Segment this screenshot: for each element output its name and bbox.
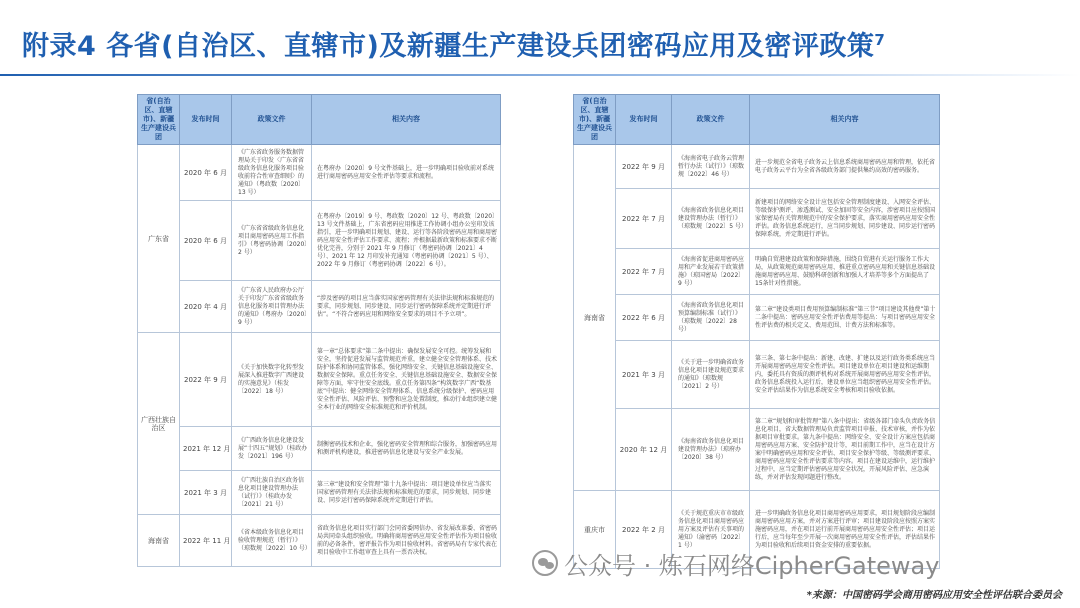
date-cell: 2020 年 6 月: [180, 201, 232, 281]
date-cell: 2022 年 2 月: [616, 491, 672, 569]
table-row: [574, 145, 940, 189]
content-cell: 进一步明确政务信息化项目商用密码应用要求，项目规划阶段应编制商用密码应用方案，并对方案进行评审；项目建设阶段应按照方案实施密码应用，并在项目运行前开展商用密码应用安全性评估；项目运行后，应当每年至少开展一次商用密码应用安全性评估，评估结果作为项目验收和后续项目资金安排的重要依据。: [750, 491, 940, 569]
date-cell: 2022 年 11 月: [180, 515, 232, 567]
right-policy-table: [573, 94, 940, 569]
table-row: [574, 189, 940, 249]
header-province: 省(自治区、直辖市)、新疆生产建设兵团: [138, 95, 180, 145]
table-header-row: [138, 95, 501, 145]
header-content: 相关内容: [750, 95, 940, 145]
content-cell: 在粤府办〔2019〕9 号、粤政数〔2020〕12 号、粤政数〔2020〕13 号文件基础上，广东省密码应用推进工作协调小组办公室印发该指引，进一步明确项目规划、建设、运行等各阶段密码应用和商用密码应用安全性评估工作要求、流程；并根据最新政策和标准要求不断优化完善，分别于 2021 年 9 月修订（粤密码协调〔2021〕4 号）、2021 年 12 月印发补充通知（粤密码协调〔2021〕5 号）、2022 年 9 月修订（粤密码协调〔2022〕6 号）。: [312, 201, 501, 281]
policy-cell: 《海南省政务信息化项目建设管理办法》（琼府办〔2020〕38 号）: [672, 409, 750, 491]
content-cell: “涉及密码的项目应当落实国家密码管理有关法律法规和标准规范的要求，同步规划、同步建设、同步运行密码保障系统并定期进行评估”。“不符合密码应用和网络安全要求的项目不予立项”。: [312, 281, 501, 333]
content-cell: 第二章“规划和审批管理”第八条中提出：省级各部门牵头负责政务信息化项目，省大数据管理局负责监管项目申报、技术审核，并作为依据项目审批要求。第九条中提出：网络安全、安全设计方案应包括商用密码应用方案、安全防护设计等，项目前期工作中，应当在设计方案中明确密码应用和安全评估、项目安全保护等级、等级测评要求、商用密码应用安全性评估要求等内容。项目在建设运维中，运行维护过程中，应当定期评估密码应用安全状况，开展风险评估、应急演练，并对评估发现问题进行整改。: [750, 409, 940, 491]
watermark-text: 公众号 · 炼石网络CipherGateway: [564, 551, 940, 580]
content-cell: 明确自贸港建设政策和保障措施，围绕自贸港有关运行服务工作大局，从政策规范商用密码应用、推进重点密码应用和关键信息基础设施商用密码应用、鼓励科研创新和加强人才培养等多个方面提出了15条针对性措施。: [750, 249, 940, 295]
policy-cell: 《关于进一步明确省政务信息化项目建设规范要求的通知》（琼数规〔2021〕2 号）: [672, 341, 750, 409]
policy-cell: 《广东省省级政务信息化项目商用密码应用工作指引》（粤密码协调〔2020〕2 号）: [232, 201, 312, 281]
title-bar: [0, 0, 1080, 80]
date-cell: 2021 年 3 月: [180, 471, 232, 515]
left-policy-table: [137, 94, 501, 567]
table-row: [574, 409, 940, 491]
date-cell: 2022 年 9 月: [180, 333, 232, 427]
page-title-text: 附录4 各省(自治区、直辖市)及新疆生产建设兵团密码应用及密评政策: [22, 31, 875, 62]
policy-cell: 《关于加快数字化转型发展深入推进数字广西建设的实施意见》（桂发〔2022〕18 号）: [232, 333, 312, 427]
table-row: [138, 515, 501, 567]
date-cell: 2020 年 4 月: [180, 281, 232, 333]
content-cell: 在粤府办〔2020〕9 号文件基础上，进一步明确项目验收前对系统进行商用密码应用安全性评估等要求和流程。: [312, 145, 501, 201]
province-cell: 海南省: [138, 515, 180, 567]
table-row: [138, 427, 501, 471]
date-cell: 2022 年 6 月: [616, 295, 672, 341]
province-cell: 重庆市: [574, 491, 616, 569]
content-cell: 省政务信息化项目实行部门会同省委网信办、省发展改革委、省密码局共同牵头组织验收。明确将商用密码应用安全性评估作为项目验收前的必备条件，密评报告作为项目验收材料。省密码局有专家代表在项目验收中工作组审查上具有一票否决权。: [312, 515, 501, 567]
date-cell: 2022 年 7 月: [616, 249, 672, 295]
table-row: [138, 471, 501, 515]
policy-cell: 《海南省政务信息化项目预算编制标准（试行）》（琼数规〔2022〕28 号）: [672, 295, 750, 341]
page-title-footnote: 7: [874, 31, 886, 49]
title-divider: [0, 74, 1080, 76]
date-cell: 2022 年 9 月: [616, 145, 672, 189]
policy-cell: 《海南省促进商用密码应用和产业发展若干政策措施》（琼国密局〔2022〕9 号）: [672, 249, 750, 295]
wechat-watermark: [532, 548, 939, 578]
table-row: [574, 341, 940, 409]
policy-cell: 《省本级政务信息化项目验收管理规范（暂行）》（琼数规〔2022〕10 号）: [232, 515, 312, 567]
policy-cell: 《海南省电子政务云管理暂行办法（试行）》（琼数规〔2022〕46 号）: [672, 145, 750, 189]
header-province: 省(自治区、直辖市)、新疆生产建设兵团: [574, 95, 616, 145]
content-cell: 新建项目的网络安全设计应包括安全管理制度建设、入网安全评估、等级保护测评、渗透测试、安全加固等安全内容，涉密项目应按照国家保密局有关管理规范中的安全保护要求，落实商用密码应用安全性评估。政务信息系统运行，应当同步规划、同步建设、同步运行密码保障系统，并定期进行评估。: [750, 189, 940, 249]
table-header-row: [574, 95, 940, 145]
date-cell: 2021 年 3 月: [616, 341, 672, 409]
date-cell: 2021 年 12 月: [180, 427, 232, 471]
date-cell: 2022 年 7 月: [616, 189, 672, 249]
content-cell: 第一章“总体要求”第二条中提出：确保发展安全可控。统筹发展和安全，坚持促进发展与监管规范并重，建立健全安全管理体系、技术防护体系和协同监管体系，强化网络安全、关键信息基础设施安全、数据安全保障。重点任务安全、关键信息基础设施安全、数据安全保障等方面，牢守住安全底线。重点任务第四条“构筑数字广西“数基底”中提出：健全网络安全管理体系、信息系统分级保护、密码应用安全性评估、风险评估、预警和应急处置制度，推动行业组织建立健全本行业的网络安全标准规范和评价机制。: [312, 333, 501, 427]
table-row: [574, 249, 940, 295]
policy-cell: 《广东省政务服务数据管理局关于印发〈广东省省级政务信息化服务项目验收前符合性审查细则〉的通知》（粤政数〔2020〕13 号）: [232, 145, 312, 201]
header-content: 相关内容: [312, 95, 501, 145]
header-date: 发布时间: [180, 95, 232, 145]
content-cell: 第二章“建设类项目费用预算编制标准”第三节“项目建设其他费”第十二条中提出：密码应用安全性评估费用等提出：与项目密码应用安全性评估费的相关定义、费用范围、计费方法和标准等。: [750, 295, 940, 341]
header-policy: 政策文件: [232, 95, 312, 145]
content-cell: 进一步规范全省电子政务云上信息系统商用密码应用和管理，依托省电子政务云平台为全省各级政务部门提供集约高效的密码服务。: [750, 145, 940, 189]
policy-cell: 《海南省政务信息化项目建设管理办法（暂行）》（琼数规〔2022〕5 号）: [672, 189, 750, 249]
date-cell: 2020 年 6 月: [180, 145, 232, 201]
content-cell: 第三条、第七条中提出：新建、改建、扩建以及运行政务类系统应当开展商用密码应用安全性评估。项目建设单位在项目建设和运维期内，委托具有资质的测评机构对系统开展商用密码应用安全性评估，政务信息系统投入运行后，建设单位应当组织密码应用安全性评估。安全评估结果作为信息系统安全考核和项目验收依据。: [750, 341, 940, 409]
header-policy: 政策文件: [672, 95, 750, 145]
wechat-icon: [532, 550, 558, 576]
date-cell: 2020 年 12 月: [616, 409, 672, 491]
content-cell: 第三章“建设和安全管理”第十九条中提出：项目建设单位应当落实国家密码管理有关法律法规和标准规范的要求，同步规划、同步建设、同步运行密码保障系统并定期进行评估。: [312, 471, 501, 515]
source-note: *来源：中国密码学会商用密码应用安全性评估联合委员会: [806, 590, 1062, 601]
table-row: [138, 201, 501, 281]
table-row: [138, 281, 501, 333]
policy-cell: 《广西政务信息化建设发展“十四五”规划》（桂政办发〔2021〕196 号）: [232, 427, 312, 471]
policy-cell: 《广东省人民政府办公厅关于印发广东省省级政务信息化服务项目管理办法的通知》（粤府办〔2020〕9 号）: [232, 281, 312, 333]
table-row: [138, 333, 501, 427]
province-cell: 广西壮族自治区: [138, 333, 180, 515]
table-row: [574, 295, 940, 341]
table-row: [138, 145, 501, 201]
province-cell: 广东省: [138, 145, 180, 333]
header-date: 发布时间: [616, 95, 672, 145]
province-cell: 海南省: [574, 145, 616, 491]
page-title: [22, 24, 885, 63]
policy-cell: 《关于规范重庆市市级政务信息化项目商用密码应用方案及评估有关事项的通知》（渝密码〔2022〕1 号）: [672, 491, 750, 569]
policy-cell: 《广西壮族自治区政务信息化项目建设管理办法（试行）》（桂政办发〔2021〕21 号）: [232, 471, 312, 515]
content-cell: 制衡密码技术和企业，强化密码安全管理和综合服务，加强密码应用和测评机构建设，推进密码信息化建设与安全产业发展。: [312, 427, 501, 471]
